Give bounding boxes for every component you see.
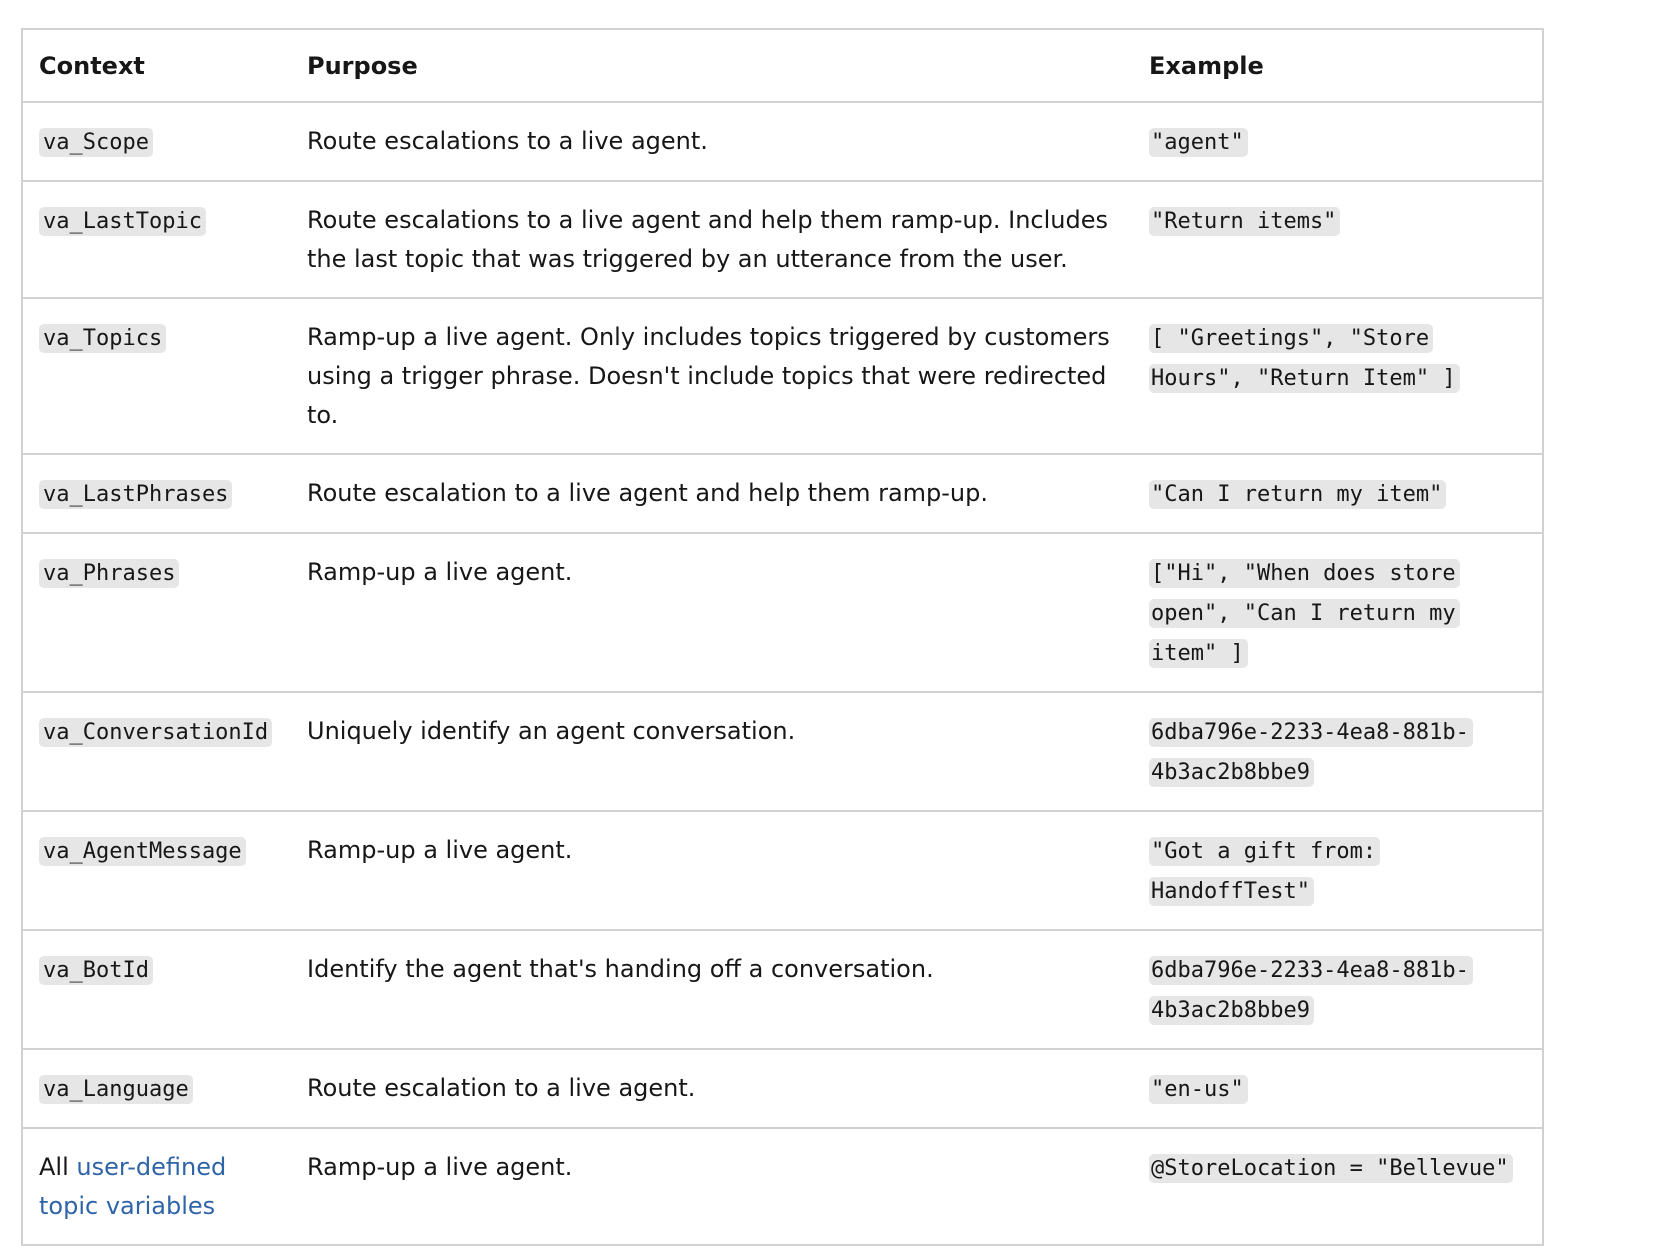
context-prefix: All — [39, 1153, 77, 1181]
purpose-cell: Identify the agent that's handing off a conversation. — [291, 930, 1133, 1049]
purpose-cell: Ramp-up a live agent. Only includes topics triggered by customers using a trigger phrase. Doesn't include topics that were redirected to. — [291, 298, 1133, 454]
variable-name: va_Language — [39, 1075, 193, 1104]
example-cell — [1133, 692, 1543, 811]
example-cell — [1133, 533, 1543, 692]
purpose-cell: Uniquely identify an agent conversation. — [291, 692, 1133, 811]
purpose-cell: Route escalations to a live agent. — [291, 102, 1133, 181]
example-value: "Got a gift from: HandoffTest" — [1149, 837, 1380, 906]
header-purpose: Purpose — [291, 29, 1133, 102]
variable-name: va_Topics — [39, 324, 166, 353]
table-row — [22, 692, 1543, 811]
context-cell — [22, 1128, 291, 1245]
example-cell — [1133, 1049, 1543, 1128]
context-cell — [22, 298, 291, 454]
example-cell — [1133, 454, 1543, 533]
purpose-cell: Route escalations to a live agent and help them ramp-up. Includes the last topic that was triggered by an utterance from the user. — [291, 181, 1133, 298]
variable-name: va_Scope — [39, 128, 153, 157]
example-value: @StoreLocation = "Bellevue" — [1149, 1154, 1513, 1183]
table-row — [22, 454, 1543, 533]
example-value: "en-us" — [1149, 1075, 1248, 1104]
context-variables-table — [21, 28, 1544, 1246]
header-example: Example — [1133, 29, 1543, 102]
table-row — [22, 298, 1543, 454]
context-cell — [22, 533, 291, 692]
variable-name: va_LastPhrases — [39, 480, 232, 509]
variable-name: va_LastTopic — [39, 207, 206, 236]
user-defined-topic-variables-link[interactable]: user-defined topic variables — [39, 1153, 227, 1220]
table-header-row — [22, 29, 1543, 102]
purpose-cell: Ramp-up a live agent. — [291, 533, 1133, 692]
example-value: ["Hi", "When does store open", "Can I return my item" ] — [1149, 559, 1460, 668]
variable-name: va_ConversationId — [39, 718, 272, 747]
table-row — [22, 181, 1543, 298]
table-row — [22, 1049, 1543, 1128]
table-row — [22, 930, 1543, 1049]
example-cell — [1133, 811, 1543, 930]
table-row — [22, 533, 1543, 692]
context-cell — [22, 181, 291, 298]
header-context: Context — [22, 29, 291, 102]
example-cell — [1133, 102, 1543, 181]
table-row — [22, 1128, 1543, 1245]
example-value: 6dba796e-2233-4ea8-881b-4b3ac2b8bbe9 — [1149, 718, 1473, 787]
context-cell — [22, 102, 291, 181]
purpose-cell: Route escalation to a live agent and help them ramp-up. — [291, 454, 1133, 533]
context-cell — [22, 930, 291, 1049]
example-cell — [1133, 1128, 1543, 1245]
example-value: [ "Greetings", "Store Hours", "Return Item" ] — [1149, 324, 1460, 393]
variable-name: va_BotId — [39, 956, 153, 985]
example-value: 6dba796e-2233-4ea8-881b-4b3ac2b8bbe9 — [1149, 956, 1473, 1025]
example-cell — [1133, 181, 1543, 298]
purpose-cell: Route escalation to a live agent. — [291, 1049, 1133, 1128]
variable-name: va_AgentMessage — [39, 837, 246, 866]
example-cell — [1133, 930, 1543, 1049]
example-value: "Return items" — [1149, 207, 1340, 236]
context-cell — [22, 811, 291, 930]
context-cell — [22, 692, 291, 811]
example-value: "Can I return my item" — [1149, 480, 1446, 509]
context-cell — [22, 454, 291, 533]
purpose-cell: Ramp-up a live agent. — [291, 1128, 1133, 1245]
context-cell — [22, 1049, 291, 1128]
table-row — [22, 102, 1543, 181]
example-value: "agent" — [1149, 128, 1248, 157]
table-row — [22, 811, 1543, 930]
variable-name: va_Phrases — [39, 559, 179, 588]
purpose-cell: Ramp-up a live agent. — [291, 811, 1133, 930]
example-cell — [1133, 298, 1543, 454]
